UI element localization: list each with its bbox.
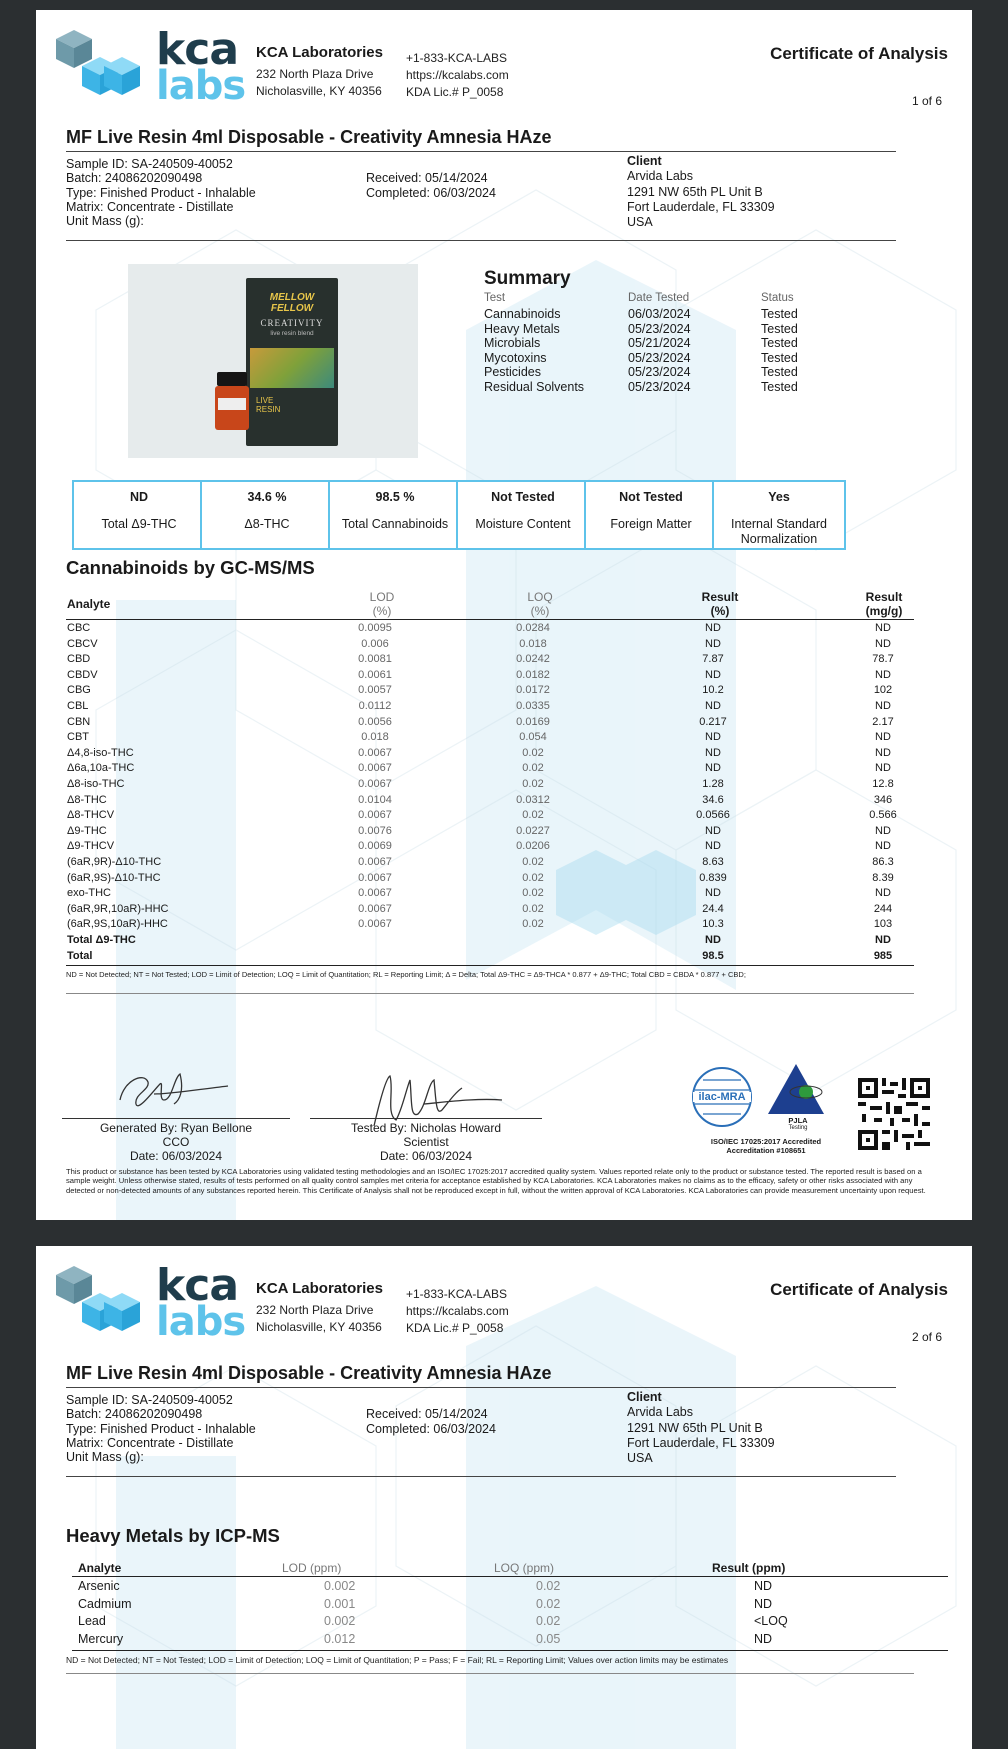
key-result-box — [584, 480, 718, 550]
table-row — [78, 1632, 938, 1649]
key-result-value: Not Tested — [619, 490, 683, 504]
cannabinoids-header-loq-unit: (%) — [530, 604, 550, 618]
heavy-metals-footer-rule — [72, 1650, 948, 1651]
analyte-name: Δ8-iso-THC — [67, 778, 125, 790]
table-row — [67, 731, 927, 747]
logo-text-labs: labs — [156, 63, 246, 109]
analyte-result-pct: 10.2 — [702, 684, 724, 697]
table-row — [67, 762, 927, 778]
table-row — [67, 716, 927, 732]
table-row — [67, 794, 927, 810]
iso-line-1: ISO/IEC 17025:2017 Accredited — [710, 1137, 822, 1146]
analyte-result-mg: 78.7 — [872, 653, 894, 666]
cannabinoids-footnote: ND = Not Detected; NT = Not Tested; LOD = Limit of Detection; LOQ = Limit of Quantitation; RL = Reporting Limit; Δ = Delta; Total Δ9-THC = Δ9-THCA * 0.877 + Δ9-THC; Total CBD = CBDA * 0.877 + CBD; — [66, 970, 746, 979]
cannabinoids-header-lod: LOD — [369, 590, 395, 604]
analyte-loq: 0.054 — [519, 731, 547, 744]
analyte-result-mg: 8.39 — [872, 871, 894, 884]
signature-ryan-bellone — [114, 1060, 234, 1120]
pjla-logo — [766, 1062, 836, 1132]
metal-loq: 0.02 — [536, 1596, 561, 1611]
pjla-label: PJLA — [788, 1116, 808, 1125]
summary-test-status: Tested — [761, 365, 798, 380]
lab-phone-page-2: +1-833-KCA-LABS — [406, 1287, 508, 1301]
analyte-result-mg: ND — [875, 887, 891, 900]
product-photo — [128, 264, 418, 458]
analyte-result-mg: 2.17 — [872, 715, 894, 728]
summary-header-test: Test — [484, 292, 506, 304]
heavy-metals-header-rule — [72, 1576, 948, 1577]
summary-header-date: Date Tested — [628, 292, 690, 304]
analyte-result-pct: ND — [705, 668, 721, 681]
completed-date: Completed: 06/03/2024 — [366, 186, 496, 200]
product-line-text: CREATIVITY — [260, 318, 324, 328]
table-row — [67, 638, 927, 654]
signature-line-tested — [310, 1118, 542, 1119]
metal-name: Arsenic — [78, 1579, 120, 1593]
cannabinoids-header-rule — [66, 619, 914, 620]
lab-website-page-2[interactable]: https://kcalabs.com — [406, 1304, 509, 1318]
analyte-loq: 0.02 — [522, 918, 544, 931]
product-jar-image — [214, 372, 250, 432]
heavy-metals-header-analyte: Analyte — [78, 1561, 122, 1575]
batch: Batch: 24086202090498 — [66, 171, 203, 185]
analyte-result-pct: 10.3 — [702, 918, 724, 931]
metal-lod: 0.001 — [324, 1596, 356, 1611]
tested-title: Scientist — [403, 1135, 449, 1149]
analyte-result-mg: 12.8 — [872, 778, 894, 790]
logo-text-kca: kca — [156, 24, 239, 75]
analyte-result-pct: 24.4 — [702, 902, 724, 915]
coa-page-1 — [36, 10, 972, 1220]
metal-name: Lead — [78, 1614, 106, 1628]
analyte-result-pct: 98.5 — [702, 949, 724, 962]
lab-license: KDA Lic.# P_0058 — [406, 85, 504, 99]
title-divider-page-2 — [66, 1387, 896, 1388]
analyte-name: Δ6a,10a-THC — [67, 762, 135, 775]
cannabinoids-header-result-mg: Result — [865, 590, 903, 604]
unit-mass-page-2: Unit Mass (g): — [66, 1450, 144, 1464]
lab-address-line-2-page-2: Nicholasville, KY 40356 — [256, 1320, 382, 1334]
analyte-lod: 0.0076 — [358, 824, 392, 837]
client-country: USA — [627, 215, 653, 229]
analyte-result-pct: ND — [705, 824, 721, 837]
cannabinoids-header-result-pct-unit: (%) — [710, 604, 730, 618]
analyte-result-mg: ND — [875, 824, 891, 837]
lab-name: KCA Laboratories — [256, 44, 383, 61]
analyte-loq: 0.0206 — [516, 840, 550, 853]
metal-result: ND — [754, 1596, 773, 1611]
summary-header-status: Status — [761, 292, 794, 304]
table-row — [67, 778, 927, 794]
table-row — [67, 887, 927, 903]
analyte-name: CBC — [67, 622, 91, 634]
summary-title: Summary — [484, 268, 571, 289]
disclaimer-text: This product or substance has been tested by KCA Laboratories using validated testing methodologies and an ISO/IEC 17025:2017 accredited quality system. Values reported relate only to the product or substance tested. The reported result is based on a sample weight. Unless otherwise stated, results of tests performed on all quality control samples met criteria for acceptance established by KCA Laboratories. KCA Laboratories makes no claims as to the efficacy, safety or other risks associated with any detected or non-detected amounts of any substances reported herein. This Certificate of Analysis shall not be reproduced except in full, without the written approval of KCA Laboratories. KCA Laboratories can provide measurement uncertainty upon request. — [66, 1167, 926, 1195]
key-result-value: 98.5 % — [375, 490, 415, 504]
key-result-label: Foreign Matter — [610, 517, 692, 531]
heavy-metals-header-lod: LOD (ppm) — [282, 1561, 342, 1575]
table-row — [67, 903, 927, 919]
analyte-result-pct: ND — [705, 700, 721, 712]
analyte-result-mg: ND — [875, 840, 891, 853]
client-city-page-2: Fort Lauderdale, FL 33309 — [627, 1436, 775, 1450]
key-result-label: Δ8-THC — [244, 517, 290, 531]
summary-test-date: 05/23/2024 — [628, 350, 691, 365]
key-result-box — [712, 480, 846, 550]
matrix: Matrix: Concentrate - Distillate — [66, 200, 234, 214]
analyte-name: CBT — [67, 731, 89, 744]
analyte-loq: 0.02 — [522, 809, 544, 822]
heavy-metals-header-loq: LOQ (ppm) — [494, 1561, 555, 1575]
iso-line-2: Accreditation #108651 — [726, 1146, 806, 1155]
analyte-name: CBCV — [67, 637, 98, 650]
sample-id: Sample ID: SA-240509-40052 — [66, 157, 233, 171]
metal-loq: 0.02 — [536, 1579, 561, 1593]
summary-test-status: Tested — [761, 380, 798, 394]
page-number-page-2: 2 of 6 — [911, 1330, 942, 1344]
analyte-result-pct: 1.28 — [702, 778, 724, 790]
sample-id-page-2: Sample ID: SA-240509-40052 — [66, 1393, 233, 1407]
signature-line-generated — [62, 1118, 290, 1119]
logo-text-labs-page-2: labs — [156, 1299, 246, 1345]
key-result-value: Yes — [768, 490, 790, 504]
logo-text-kca-page-2: kca — [156, 1260, 239, 1311]
table-row — [67, 669, 927, 685]
analyte-loq: 0.02 — [522, 778, 544, 790]
matrix-page-2: Matrix: Concentrate - Distillate — [66, 1436, 234, 1450]
analyte-result-pct: ND — [705, 840, 721, 853]
summary-test-name: Residual Solvents — [484, 380, 585, 394]
metal-lod: 0.002 — [324, 1614, 356, 1628]
summary-test-name: Cannabinoids — [484, 307, 561, 321]
analyte-name: CBN — [67, 715, 91, 728]
analyte-name: Total — [67, 949, 93, 962]
analyte-result-pct: 7.87 — [702, 653, 724, 666]
analyte-result-pct: ND — [705, 887, 721, 900]
key-result-value: ND — [129, 490, 149, 504]
summary-test-name: Mycotoxins — [484, 350, 547, 365]
pjla-sublabel: Testing — [788, 1125, 808, 1131]
analyte-result-pct: ND — [705, 762, 721, 775]
analyte-name: CBG — [67, 684, 91, 697]
table-row — [67, 684, 927, 700]
analyte-lod: 0.0069 — [358, 840, 392, 853]
table-row — [67, 840, 927, 856]
analyte-result-mg: 985 — [873, 949, 893, 962]
analyte-result-mg: 86.3 — [872, 856, 894, 868]
analyte-loq: 0.0284 — [516, 622, 550, 634]
product-brand-text: MELLOW FELLOW — [269, 292, 315, 314]
analyte-name: (6aR,9R,10aR)-HHC — [67, 902, 169, 915]
analyte-lod: 0.0067 — [358, 856, 392, 868]
analyte-loq: 0.0172 — [516, 684, 550, 697]
client-label-page-2: Client — [627, 1390, 662, 1404]
analyte-result-mg: 103 — [873, 918, 893, 931]
summary-test-status: Tested — [761, 321, 798, 336]
analyte-result-mg: 244 — [873, 902, 893, 915]
table-row — [78, 1597, 938, 1614]
analyte-result-pct: 0.217 — [699, 715, 727, 728]
coa-page-2 — [36, 1246, 972, 1749]
analyte-lod: 0.018 — [361, 731, 389, 744]
metal-result: ND — [754, 1579, 773, 1593]
received-date-page-2: Received: 05/14/2024 — [366, 1407, 488, 1421]
analyte-loq: 0.02 — [522, 856, 544, 868]
key-result-label: Total Δ9-THC — [101, 517, 177, 531]
cannabinoids-header-result-mg-unit: (mg/g) — [865, 604, 903, 618]
client-city: Fort Lauderdale, FL 33309 — [627, 200, 775, 214]
key-result-box — [328, 480, 462, 550]
metal-loq: 0.02 — [536, 1614, 561, 1628]
analyte-name: Δ4,8-iso-THC — [67, 746, 134, 759]
analyte-result-mg: ND — [875, 762, 891, 775]
analyte-name: CBDV — [67, 668, 98, 681]
pjla-triangle-icon — [766, 1062, 836, 1118]
product-title-page-2: MF Live Resin 4ml Disposable - Creativity Amnesia HAze — [66, 1363, 552, 1383]
header-divider — [66, 240, 896, 241]
key-result-label: Moisture Content — [475, 517, 571, 531]
analyte-lod: 0.0056 — [358, 715, 392, 728]
analyte-result-mg: ND — [875, 622, 891, 634]
tested-by: Tested By: Nicholas Howard — [350, 1121, 502, 1135]
analyte-lod: 0.0067 — [358, 918, 392, 931]
product-title: MF Live Resin 4ml Disposable - Creativity Amnesia HAze — [66, 127, 552, 147]
lab-name-page-2: KCA Laboratories — [256, 1280, 383, 1297]
analyte-lod: 0.0067 — [358, 778, 392, 790]
generated-by: Generated By: Ryan Bellone — [99, 1121, 253, 1135]
table-row — [67, 700, 927, 716]
product-type-page-2: Type: Finished Product - Inhalable — [66, 1422, 256, 1436]
heavy-metals-footnote-rule — [66, 1673, 914, 1674]
analyte-loq: 0.0227 — [516, 824, 550, 837]
client-name: Arvida Labs — [627, 169, 694, 183]
analyte-result-mg: 346 — [873, 793, 893, 806]
analyte-loq: 0.0169 — [516, 715, 550, 728]
analyte-lod: 0.0104 — [358, 793, 392, 806]
summary-test-status: Tested — [761, 350, 798, 365]
lab-address-line-2: Nicholasville, KY 40356 — [256, 84, 382, 98]
analyte-result-pct: ND — [705, 637, 721, 650]
metal-name: Cadmium — [78, 1596, 132, 1611]
analyte-result-pct: 34.6 — [702, 793, 724, 806]
analyte-name: (6aR,9S)-Δ10-THC — [67, 871, 161, 884]
analyte-result-mg: ND — [875, 934, 891, 946]
table-row — [78, 1614, 938, 1631]
table-row — [78, 1579, 938, 1596]
analyte-loq: 0.02 — [522, 746, 544, 759]
cannabinoids-header-loq: LOQ — [527, 590, 553, 604]
analyte-result-pct: ND — [705, 622, 721, 634]
metal-name: Mercury — [78, 1631, 124, 1646]
lab-phone: +1-833-KCA-LABS — [406, 51, 508, 65]
certificate-title: Certificate of Analysis — [770, 44, 948, 63]
summary-test-name: Heavy Metals — [484, 321, 560, 336]
analyte-loq: 0.0182 — [516, 668, 550, 681]
lab-address-line-1: 232 North Plaza Drive — [256, 67, 374, 81]
analyte-result-pct: 0.839 — [699, 871, 727, 884]
analyte-lod: 0.0067 — [358, 887, 392, 900]
table-row — [67, 918, 927, 934]
summary-test-status: Tested — [761, 336, 798, 351]
ilac-mra-logo — [691, 1066, 753, 1128]
analyte-name: Total Δ9-THC — [67, 934, 136, 946]
batch-page-2: Batch: 24086202090498 — [66, 1407, 203, 1421]
table-row — [67, 856, 927, 872]
analyte-lod: 0.0067 — [358, 762, 392, 775]
summary-test-name: Microbials — [484, 336, 541, 351]
summary-test-status: Tested — [761, 307, 798, 321]
key-result-label: Internal Standard Normalization — [731, 517, 827, 546]
client-country-page-2: USA — [627, 1451, 653, 1465]
analyte-result-mg: ND — [875, 637, 891, 650]
key-result-box — [72, 480, 206, 550]
table-row — [67, 825, 927, 841]
metal-lod: 0.012 — [324, 1631, 356, 1646]
analyte-name: (6aR,9S,10aR)-HHC — [67, 918, 168, 931]
analyte-loq: 0.02 — [522, 887, 544, 900]
analyte-name: CBD — [67, 653, 91, 666]
product-badge-text: LIVE RESIN — [256, 396, 281, 414]
product-type: Type: Finished Product - Inhalable — [66, 186, 256, 200]
analyte-name: Δ8-THC — [67, 793, 107, 806]
analyte-name: Δ8-THCV — [67, 809, 115, 822]
key-result-value: Not Tested — [491, 490, 555, 504]
analyte-result-pct: ND — [705, 731, 721, 744]
key-result-value: 34.6 % — [247, 490, 287, 504]
client-label: Client — [627, 154, 662, 168]
cannabinoids-section-title: Cannabinoids by GC-MS/MS — [66, 557, 315, 578]
analyte-name: Δ9-THC — [67, 824, 107, 837]
qr-code-icon[interactable] — [858, 1078, 930, 1150]
client-street: 1291 NW 65th PL Unit B — [627, 185, 763, 199]
table-row — [67, 950, 927, 966]
analyte-lod: 0.0067 — [358, 871, 392, 884]
table-row — [67, 872, 927, 888]
analyte-result-mg: 0.566 — [869, 809, 897, 822]
footnote-rule — [66, 993, 914, 994]
analyte-name: Δ9-THCV — [67, 840, 115, 853]
kca-cubes-logo-icon-page-2 — [54, 1264, 140, 1342]
unit-mass: Unit Mass (g): — [66, 214, 144, 228]
analyte-loq: 0.02 — [522, 871, 544, 884]
analyte-lod: 0.0061 — [358, 668, 392, 681]
title-divider — [66, 151, 896, 152]
generated-title: CCO — [162, 1135, 190, 1149]
cannabinoids-header-result-pct: Result — [701, 590, 739, 604]
product-box-image — [246, 278, 338, 446]
product-subline-text: live resin blend — [270, 330, 314, 337]
analyte-result-mg: 102 — [873, 684, 893, 697]
table-row — [67, 934, 927, 950]
summary-test-date: 05/21/2024 — [628, 336, 691, 351]
analyte-result-pct: ND — [705, 746, 721, 759]
cannabinoids-footer-rule — [66, 965, 914, 966]
analyte-result-pct: ND — [705, 934, 721, 946]
analyte-lod: 0.0112 — [358, 700, 392, 712]
summary-test-date: 05/23/2024 — [628, 365, 691, 380]
analyte-loq: 0.0335 — [516, 700, 550, 712]
lab-address-line-1-page-2: 232 North Plaza Drive — [256, 1303, 374, 1317]
metal-result: <LOQ — [754, 1614, 788, 1628]
analyte-loq: 0.02 — [522, 762, 544, 775]
lab-website[interactable]: https://kcalabs.com — [406, 68, 509, 82]
analyte-lod: 0.0081 — [358, 653, 392, 666]
metal-loq: 0.05 — [536, 1631, 561, 1646]
ilac-label: ilac-MRA — [698, 1091, 746, 1103]
heavy-metals-header-result: Result (ppm) — [712, 1561, 786, 1575]
table-row — [67, 747, 927, 763]
kca-cubes-logo-icon — [54, 28, 140, 106]
analyte-name: CBL — [67, 700, 89, 712]
summary-test-date: 06/03/2024 — [628, 307, 691, 321]
analyte-result-mg: ND — [875, 668, 891, 681]
lab-license-page-2: KDA Lic.# P_0058 — [406, 1321, 504, 1335]
metal-lod: 0.002 — [324, 1579, 356, 1593]
summary-test-date: 05/23/2024 — [628, 380, 691, 394]
completed-date-page-2: Completed: 06/03/2024 — [366, 1422, 496, 1436]
analyte-result-mg: ND — [875, 746, 891, 759]
analyte-lod: 0.0067 — [358, 809, 392, 822]
product-box-art — [250, 348, 334, 388]
received-date: Received: 05/14/2024 — [366, 171, 488, 185]
certificate-title-page-2: Certificate of Analysis — [770, 1280, 948, 1299]
summary-test-name: Pesticides — [484, 365, 541, 380]
analyte-lod: 0.0057 — [358, 684, 392, 697]
key-result-box — [456, 480, 590, 550]
cannabinoids-header-analyte: Analyte — [67, 597, 111, 611]
analyte-loq: 0.0312 — [516, 793, 550, 806]
metal-result: ND — [754, 1631, 773, 1646]
table-row — [67, 809, 927, 825]
cannabinoids-header-lod-unit: (%) — [372, 604, 392, 618]
analyte-name: exo-THC — [67, 887, 112, 900]
analyte-lod: 0.0067 — [358, 746, 392, 759]
heavy-metals-footnote: ND = Not Detected; NT = Not Tested; LOD = Limit of Detection; LOQ = Limit of Quantitation; P = Pass; F = Fail; RL = Reporting Limit; Values over action limits may be estimates — [66, 1655, 729, 1665]
table-row — [67, 653, 927, 669]
analyte-loq: 0.0242 — [516, 653, 550, 666]
generated-date: Date: 06/03/2024 — [129, 1149, 223, 1163]
client-street-page-2: 1291 NW 65th PL Unit B — [627, 1421, 763, 1435]
analyte-result-mg: ND — [875, 731, 891, 744]
key-result-box — [200, 480, 334, 550]
header-divider-page-2 — [66, 1476, 896, 1477]
heavy-metals-section-title: Heavy Metals by ICP-MS — [66, 1525, 280, 1546]
analyte-result-pct: 8.63 — [702, 856, 724, 868]
analyte-loq: 0.02 — [522, 902, 544, 915]
analyte-lod: 0.0067 — [358, 902, 392, 915]
analyte-loq: 0.018 — [519, 637, 547, 650]
analyte-result-pct: 0.0566 — [696, 809, 730, 822]
client-name-page-2: Arvida Labs — [627, 1405, 694, 1419]
analyte-result-mg: ND — [875, 700, 891, 712]
page-number: 1 of 6 — [911, 94, 942, 108]
analyte-name: (6aR,9R)-Δ10-THC — [67, 856, 162, 868]
key-result-label: Total Cannabinoids — [341, 517, 449, 531]
table-row — [67, 622, 927, 638]
analyte-lod: 0.006 — [361, 637, 389, 650]
analyte-lod: 0.0095 — [358, 622, 392, 634]
tested-date: Date: 06/03/2024 — [379, 1149, 473, 1163]
summary-test-date: 05/23/2024 — [628, 321, 691, 336]
